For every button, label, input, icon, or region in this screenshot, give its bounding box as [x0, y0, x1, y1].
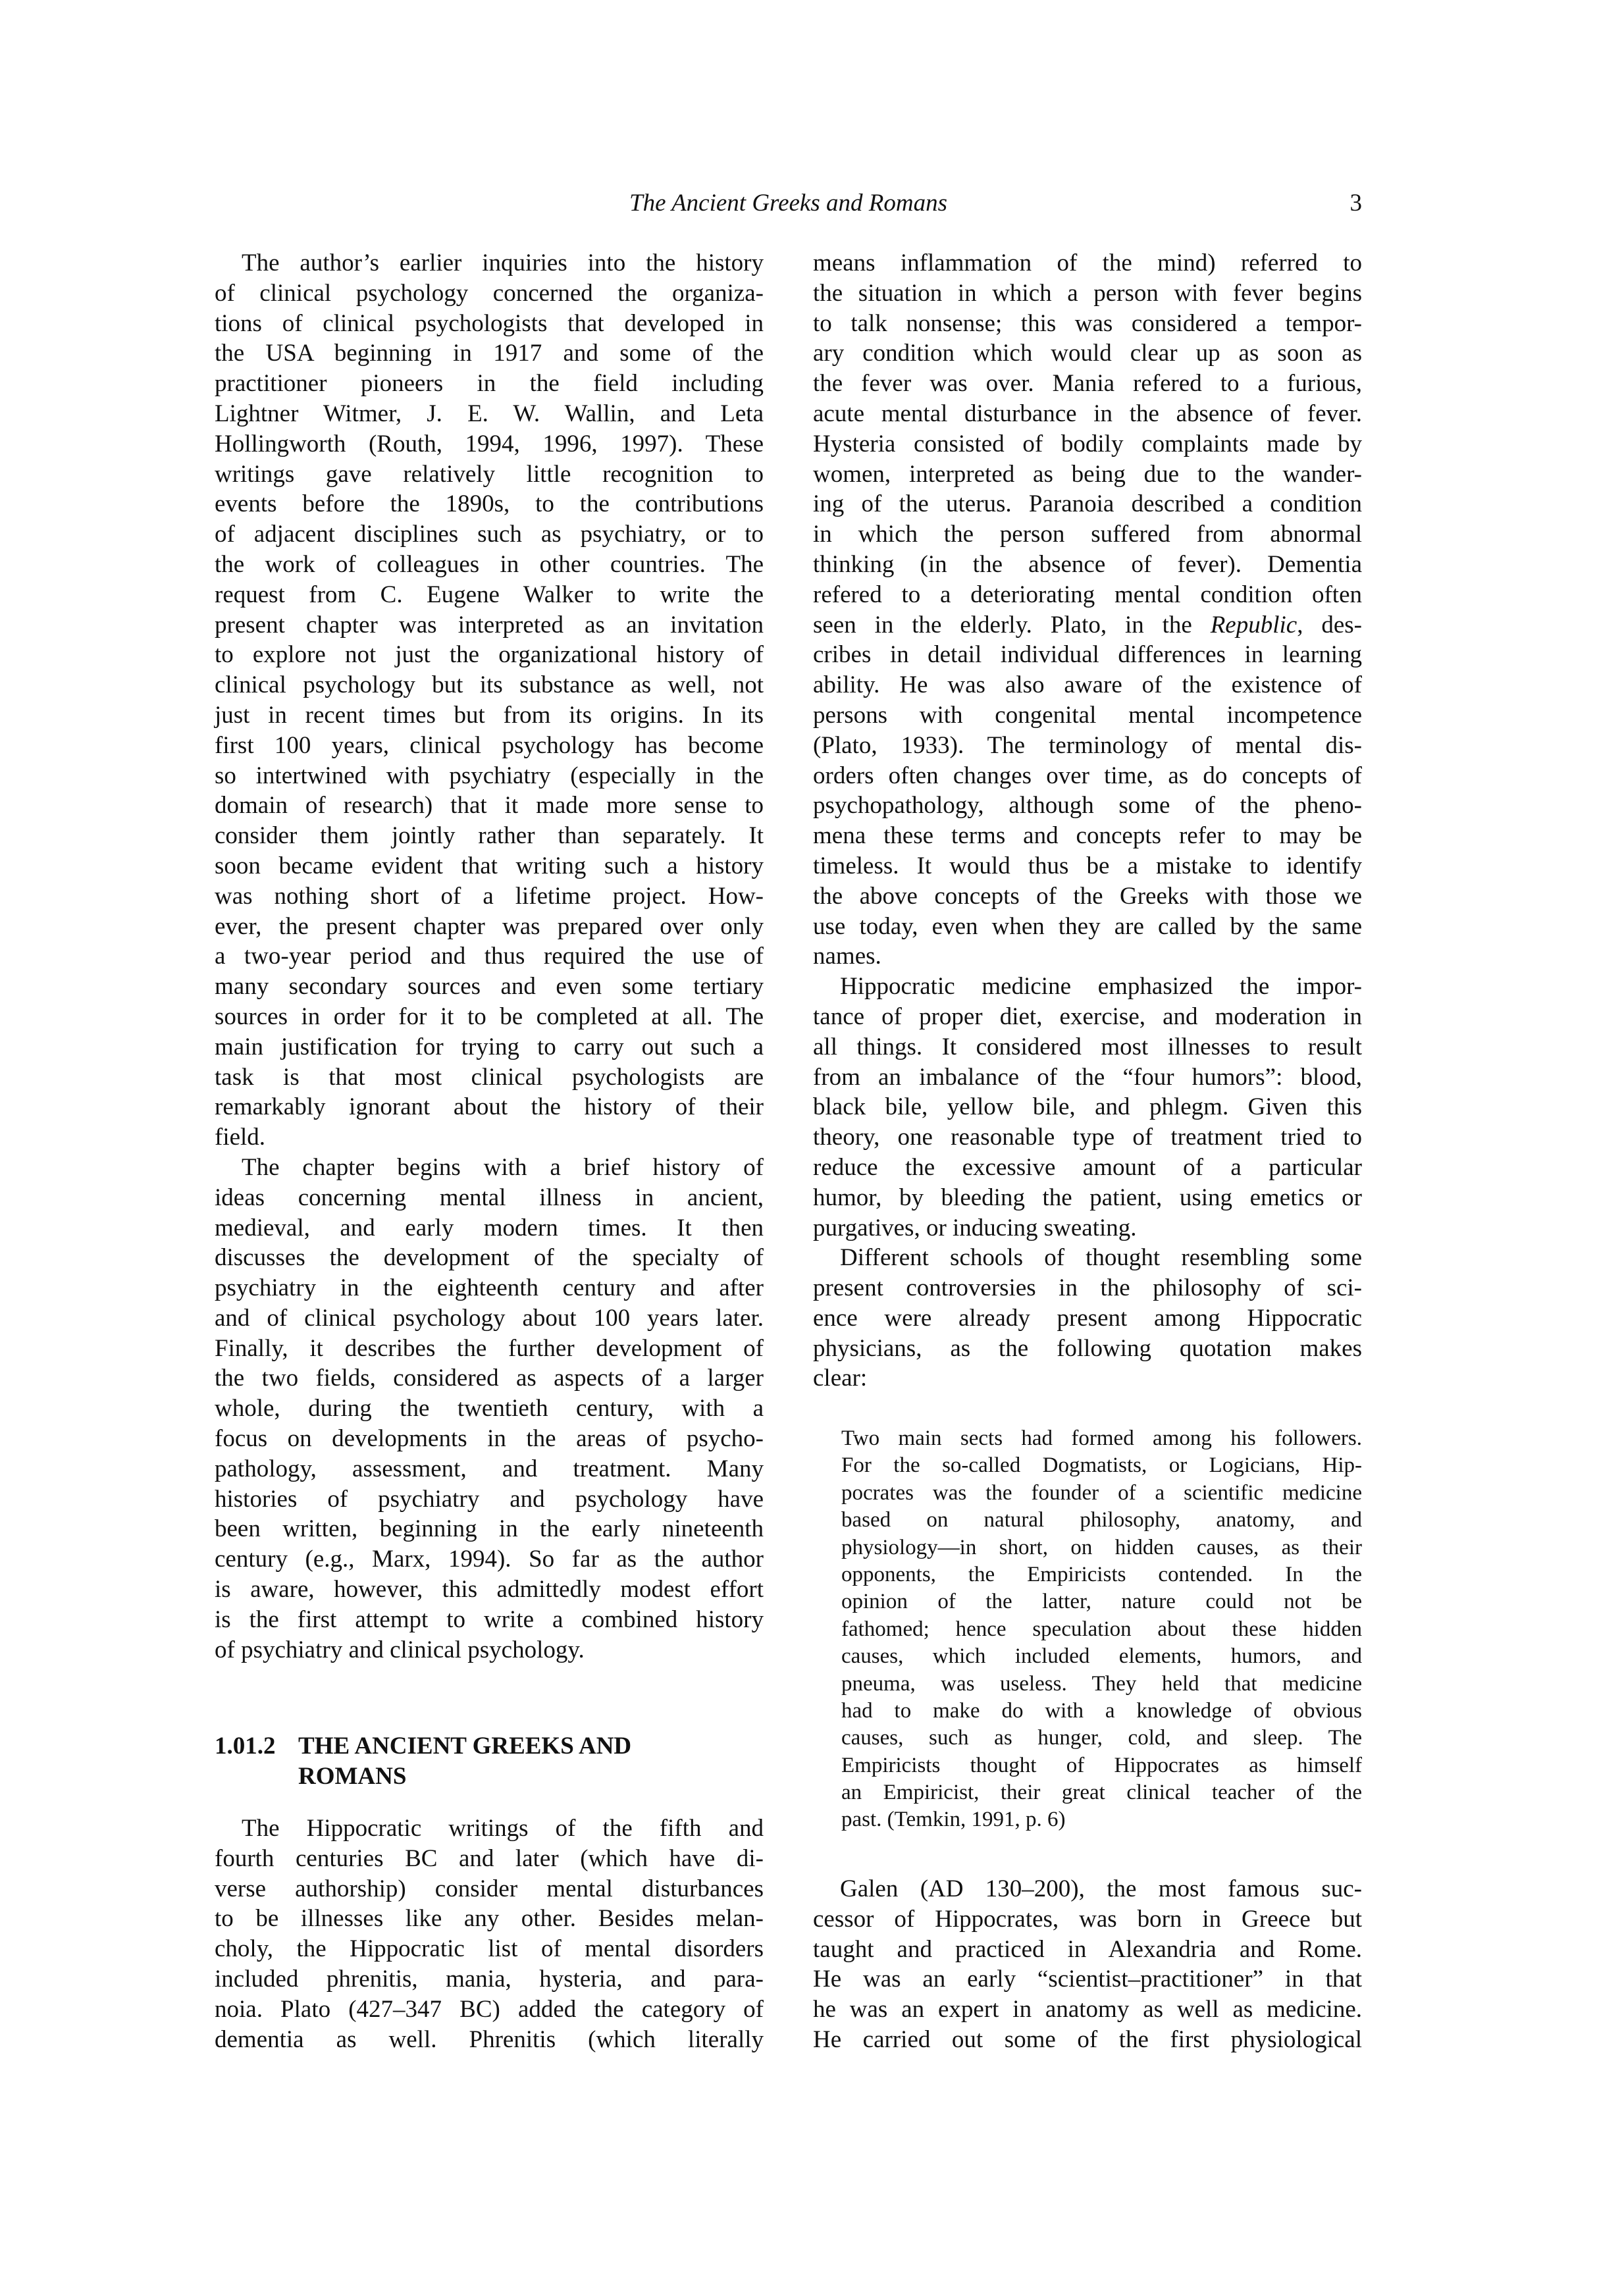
text-line: ability. He was also aware of the existence of [813, 671, 1362, 699]
text-line: of clinical psychology concerned the organiza- [215, 279, 764, 307]
text-line: century (e.g., Marx, 1994). So far as the author [215, 1546, 764, 1573]
text-line: field. [215, 1124, 266, 1151]
text-line: Two main sects had formed among his followers. [841, 1426, 1362, 1450]
text-line: women, interpreted as being due to the wander- [813, 460, 1362, 488]
text-line: The chapter begins with a brief history of [242, 1153, 764, 1181]
text-line: timeless. It would thus be a mistake to identify [813, 852, 1362, 879]
italic-title: Republic [1210, 611, 1297, 639]
text-line: Hippocratic medicine emphasized the impor- [840, 973, 1362, 1001]
text-line: main justification for trying to carry out such a [215, 1033, 764, 1060]
text-line: had to make do with a knowledge of obvious [841, 1698, 1362, 1723]
text-line: and of clinical psychology about 100 years later. [215, 1304, 764, 1332]
text-line: domain of research) that it made more sense to [215, 792, 764, 820]
text-line: The author’s earlier inquiries into the history [242, 249, 764, 276]
text-line: soon became evident that writing such a history [215, 852, 764, 879]
running-title: The Ancient Greeks and Romans [629, 190, 947, 217]
text-line: names. [813, 943, 881, 970]
text-line: ing of the uterus. Paranoia described a condition [813, 490, 1362, 518]
text-line: The Hippocratic writings of the fifth and [242, 1815, 764, 1842]
text-line: just in recent times but from its origins. In its [215, 701, 764, 729]
text-line: Finally, it describes the further development of [215, 1334, 764, 1362]
text-line: the fever was over. Mania refered to a furious, [813, 370, 1362, 398]
text-line [813, 610, 1362, 640]
text-line: theory, one reasonable type of treatment tried to [813, 1124, 1362, 1151]
text-line: Galen (AD 130–200), the most famous suc- [840, 1875, 1362, 1902]
paragraph [215, 1153, 764, 1665]
text-line: pocrates was the founder of a scientific medicine [841, 1480, 1362, 1505]
text-line: pneuma, was useless. They held that medicine [841, 1671, 1362, 1696]
text-line: clinical psychology but its substance as well, not [215, 671, 764, 699]
paragraph [215, 1814, 764, 2054]
text-line: humor, by bleeding the patient, using emetics or [813, 1184, 1362, 1211]
text-line: dementia as well. Phrenitis (which literally [215, 2025, 764, 2053]
text-line: histories of psychiatry and psychology have [215, 1485, 764, 1513]
text-line: purgatives, or inducing sweating. [813, 1214, 1137, 1241]
text-line: acute mental disturbance in the absence of fever. [813, 400, 1362, 427]
text-line: many secondary sources and even some tertiary [215, 973, 764, 1001]
text-line: persons with congenital mental incompetence [813, 701, 1362, 729]
text-line: ence were already present among Hippocratic [813, 1304, 1362, 1332]
text-line: remarkably ignorant about the history of their [215, 1093, 764, 1121]
text-line: pathology, assessment, and treatment. Many [215, 1455, 764, 1482]
text-line: tions of clinical psychologists that developed in [215, 309, 764, 337]
paragraph [215, 248, 764, 1153]
text-line: consider them jointly rather than separately. It [215, 822, 764, 850]
text-span: seen in the elderly. Plato, in the [813, 611, 1211, 639]
paragraph [841, 1425, 1362, 1834]
block-quote [841, 1425, 1362, 1834]
text-line: verse authorship) consider mental disturbances [215, 1875, 764, 1902]
text-line: an Empiricist, their great clinical teacher of the [841, 1781, 1362, 1805]
text-line: whole, during the twentieth century, with a [215, 1395, 764, 1423]
text-line: was nothing short of a lifetime project. How- [215, 882, 764, 910]
text-line: opponents, the Empiricists contended. In the [841, 1562, 1362, 1586]
text-line: the situation in which a person with fever begins [813, 279, 1362, 307]
text-line: reduce the excessive amount of a particular [813, 1153, 1362, 1181]
text-line: causes, such as hunger, cold, and sleep. The [841, 1726, 1362, 1750]
text-line: fathomed; hence speculation about these hidden [841, 1617, 1362, 1641]
text-line: of psychiatry and clinical psychology. [215, 1636, 585, 1663]
paragraph [813, 1874, 1362, 2055]
text-line: choly, the Hippocratic list of mental disorders [215, 1935, 764, 1963]
text-line: to talk nonsense; this was considered a tempor- [813, 309, 1362, 337]
section-title-line-2: ROMANS [298, 1762, 407, 1790]
text-line: all things. It considered most illnesses to result [813, 1033, 1362, 1060]
text-line: causes, which included elements, humors, and [841, 1644, 1362, 1669]
text-line: he was an expert in anatomy as well as medicine. [813, 1996, 1362, 2023]
text-line: ideas concerning mental illness in ancient, [215, 1184, 764, 1211]
text-line: physiology—in short, on hidden causes, as their [841, 1535, 1362, 1559]
page-number: 3 [1349, 190, 1362, 217]
text-line: medieval, and early modern times. It then [215, 1214, 764, 1241]
text-line: He carried out some of the first physiological [813, 2025, 1362, 2053]
text-line: a two-year period and thus required the use of [215, 943, 764, 970]
text-line: Hysteria consisted of bodily complaints made by [813, 430, 1362, 457]
text-line: refered to a deteriorating mental condition often [813, 581, 1362, 608]
text-line: taught and practiced in Alexandria and Rome. [813, 1935, 1362, 1963]
text-line: so intertwined with psychiatry (especially in the [215, 762, 764, 789]
text-line: Lightner Witmer, J. E. W. Wallin, and Leta [215, 400, 764, 427]
text-line: black bile, yellow bile, and phlegm. Given this [813, 1093, 1362, 1121]
text-line: thinking (in the absence of fever). Dementia [813, 550, 1362, 578]
text-line: present controversies in the philosophy of sci- [813, 1274, 1362, 1302]
text-line: request from C. Eugene Walker to write the [215, 581, 764, 608]
text-line: in which the person suffered from abnormal [813, 521, 1362, 548]
text-line: Hollingworth (Routh, 1994, 1996, 1997). These [215, 430, 764, 457]
text-line: the above concepts of the Greeks with those we [813, 882, 1362, 910]
text-line: Different schools of thought resembling some [840, 1244, 1362, 1272]
text-line: opinion of the latter, nature could not be [841, 1590, 1362, 1614]
text-line: use today, even when they are called by the same [813, 912, 1362, 940]
text-line: the two fields, considered as aspects of a larger [215, 1365, 764, 1392]
text-line: ever, the present chapter was prepared over only [215, 912, 764, 940]
text-line: been written, beginning in the early nineteenth [215, 1515, 764, 1543]
text-line: focus on developments in the areas of psycho- [215, 1425, 764, 1453]
text-line: cribes in detail individual differences in learning [813, 641, 1362, 669]
galen-paragraph [813, 1874, 1362, 2055]
text-line: to explore not just the organizational history of [215, 641, 764, 669]
section-number: 1.01.2 [215, 1733, 276, 1760]
paragraph [813, 972, 1362, 1243]
text-line: task is that most clinical psychologists are [215, 1063, 764, 1091]
text-line: psychopathology, although some of the pheno- [813, 792, 1362, 820]
section-body-text [215, 1814, 764, 2054]
text-line: clear: [813, 1365, 868, 1392]
text-span: , des- [1297, 611, 1362, 639]
text-line: writings gave relatively little recognition to [215, 460, 764, 488]
text-line: For the so-called Dogmatists, or Logicians, Hip- [841, 1453, 1362, 1478]
text-line: mena these terms and concepts refer to may be [813, 822, 1362, 850]
text-line: cessor of Hippocrates, was born in Greece but [813, 1905, 1362, 1933]
section-heading [215, 1731, 764, 1792]
text-line: to be illnesses like any other. Besides melan- [215, 1905, 764, 1933]
text-line: psychiatry in the eighteenth century and after [215, 1274, 764, 1302]
paragraph [813, 248, 1362, 972]
text-line: Empiricists thought of Hippocrates as himself [841, 1753, 1362, 1777]
text-line: (Plato, 1933). The terminology of mental dis- [813, 731, 1362, 759]
text-line: events before the 1890s, to the contributions [215, 490, 764, 518]
text-line: practitioner pioneers in the field including [215, 370, 764, 398]
text-line: from an imbalance of the “four humors”: blood, [813, 1063, 1362, 1091]
text-line: first 100 years, clinical psychology has become [215, 731, 764, 759]
paragraph [813, 1243, 1362, 1394]
text-line: is aware, however, this admittedly modest effort [215, 1576, 764, 1604]
text-line: physicians, as the following quotation makes [813, 1334, 1362, 1362]
right-column-text [813, 248, 1362, 1394]
text-line: sources in order for it to be completed at all. The [215, 1003, 764, 1030]
text-line: of adjacent disciplines such as psychiatry, or to [215, 521, 764, 548]
text-line: means inflammation of the mind) referred to [813, 249, 1362, 276]
text-line: noia. Plato (427–347 BC) added the category of [215, 1995, 764, 2023]
text-line: included phrenitis, mania, hysteria, and para- [215, 1965, 764, 1993]
running-head [215, 188, 1362, 219]
left-column-text [215, 248, 764, 1665]
section-title-line-1: THE ANCIENT GREEKS AND [298, 1733, 632, 1760]
text-line: discusses the development of the specialty of [215, 1244, 764, 1272]
text-line: the work of colleagues in other countries. The [215, 550, 764, 578]
text-line: He was an early “scientist–practitioner” in that [813, 1966, 1362, 1993]
text-line: orders often changes over time, as do concepts of [813, 762, 1362, 789]
text-line: ary condition which would clear up as soon as [813, 340, 1362, 367]
text-line: based on natural philosophy, anatomy, and [841, 1508, 1362, 1532]
text-line: tance of proper diet, exercise, and moderation in [813, 1003, 1362, 1030]
text-line: present chapter was interpreted as an invitation [215, 611, 764, 639]
text-line: past. (Temkin, 1991, p. 6) [841, 1808, 1066, 1832]
text-line: is the first attempt to write a combined history [215, 1605, 764, 1633]
text-line: the USA beginning in 1917 and some of the [215, 340, 764, 367]
text-line: fourth centuries BC and later (which have di- [215, 1844, 764, 1872]
